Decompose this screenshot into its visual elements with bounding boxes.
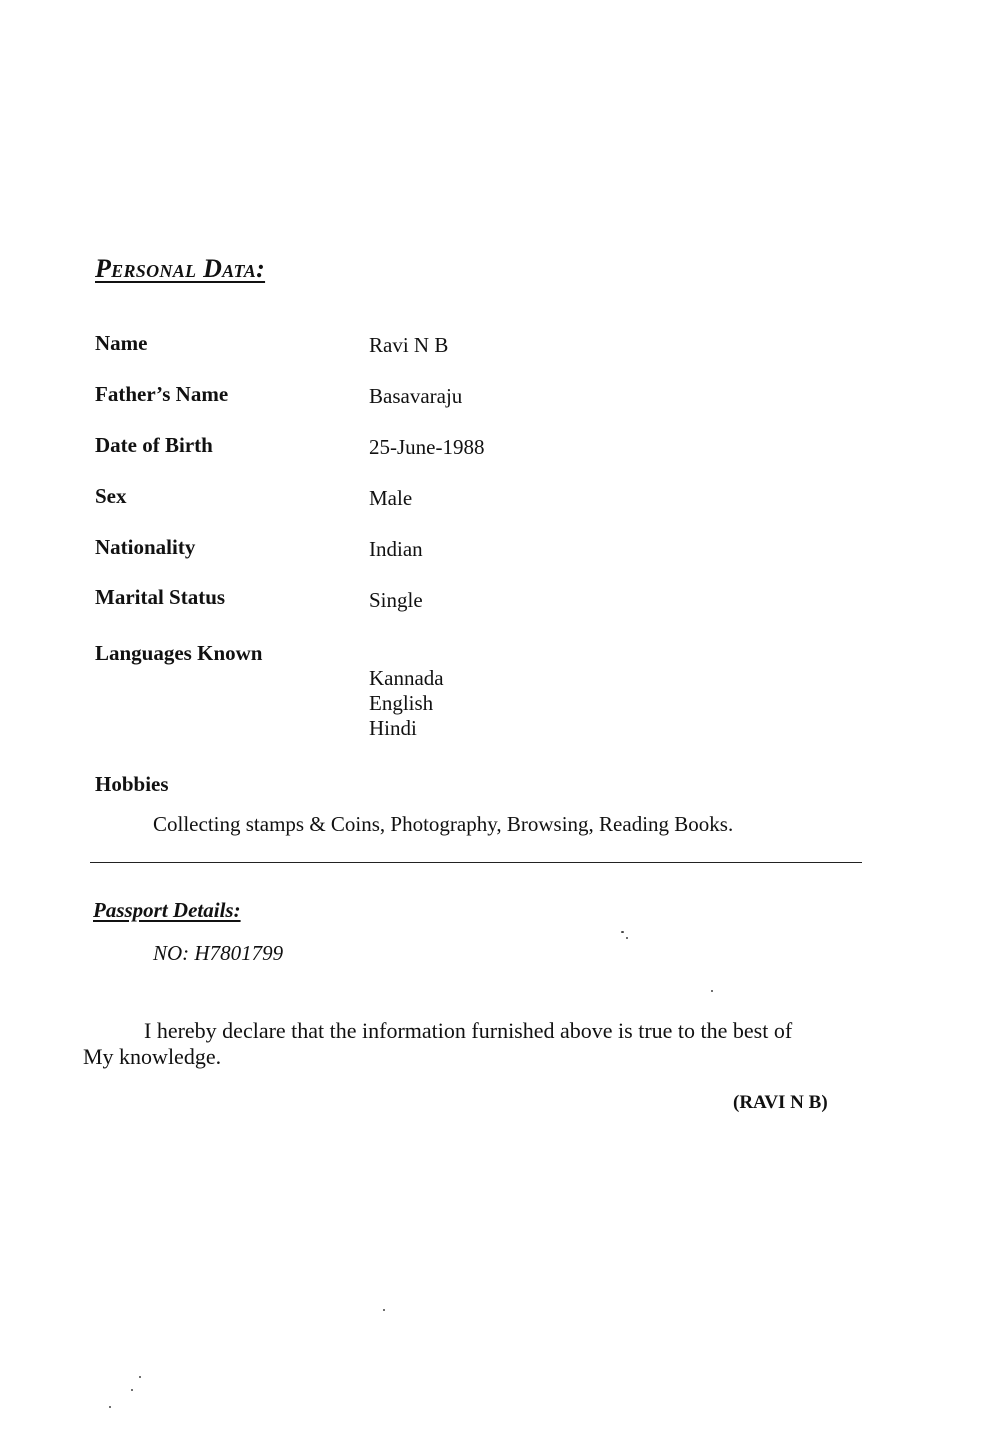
language-item: Hindi <box>369 716 417 740</box>
scan-speck <box>139 1376 141 1378</box>
sex-label: Sex <box>95 484 127 508</box>
name-label: Name <box>95 331 148 355</box>
marital-status-label: Marital Status <box>95 585 226 609</box>
marital-status-value: Single <box>369 588 423 612</box>
passport-details-heading: Passport Details: <box>93 898 241 922</box>
hobbies-label: Hobbies <box>95 772 169 796</box>
language-item: Kannada <box>369 666 444 690</box>
nationality-value: Indian <box>369 537 423 561</box>
declaration-line-1: I hereby declare that the information furnished above is true to the best of <box>144 1018 793 1043</box>
scan-speck <box>383 1309 385 1311</box>
scan-speck <box>711 990 713 992</box>
nationality-label: Nationality <box>95 535 196 559</box>
scan-speck <box>109 1406 111 1408</box>
date-of-birth-value: 25-June-1988 <box>369 435 485 459</box>
scan-speck <box>626 937 628 939</box>
personal-data-heading: Personal Data: <box>95 254 266 283</box>
signature-name: (RAVI N B) <box>733 1092 828 1113</box>
hobbies-text: Collecting stamps & Coins, Photography, Browsing, Reading Books. <box>153 812 734 836</box>
fathers-name-value: Basavaraju <box>369 384 463 408</box>
fathers-name-label: Father’s Name <box>95 382 229 406</box>
name-value: Ravi N B <box>369 333 449 357</box>
passport-number: NO: H7801799 <box>153 941 284 965</box>
scan-speck <box>621 931 624 933</box>
languages-list <box>369 666 444 741</box>
sex-value: Male <box>369 486 413 510</box>
declaration-line-2: My knowledge. <box>83 1044 222 1069</box>
declaration-paragraph <box>83 1018 863 1070</box>
language-item: English <box>369 691 434 715</box>
languages-known-label: Languages Known <box>95 641 263 665</box>
date-of-birth-label: Date of Birth <box>95 433 213 457</box>
scan-speck <box>131 1389 133 1391</box>
section-divider <box>90 862 862 863</box>
